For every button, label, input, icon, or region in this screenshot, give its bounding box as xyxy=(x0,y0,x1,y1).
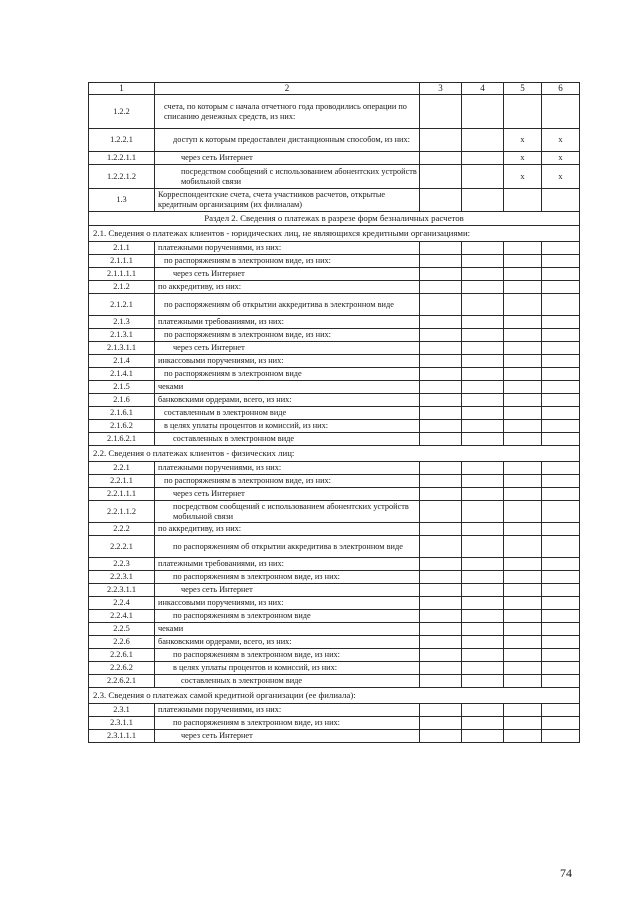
value-col-3 xyxy=(420,636,462,649)
value-col-3 xyxy=(420,407,462,420)
value-col-3 xyxy=(420,623,462,636)
value-col-4 xyxy=(462,129,504,152)
row-description: по распоряжениям в электронном виде xyxy=(155,610,420,623)
row-code: 2.2.3 xyxy=(89,558,155,571)
column-number: 2 xyxy=(155,83,420,95)
row-code: 1.2.2 xyxy=(89,95,155,129)
value-col-6 xyxy=(542,342,580,355)
row-description: по распоряжениям об открытии аккредитива в электронном виде xyxy=(155,536,420,558)
row-code: 2.2.3.1.1 xyxy=(89,584,155,597)
value-col-5 xyxy=(504,675,542,688)
row-description: по распоряжениям в электронном виде, из них: xyxy=(155,717,420,730)
row-code: 2.2.2.1 xyxy=(89,536,155,558)
row-description: по аккредитиву, из них: xyxy=(155,523,420,536)
value-col-3 xyxy=(420,610,462,623)
row-description: через сеть Интернет xyxy=(155,488,420,501)
value-col-4 xyxy=(462,152,504,165)
row-code: 2.1.1.1 xyxy=(89,255,155,268)
row-code: 2.2.4.1 xyxy=(89,610,155,623)
value-col-4 xyxy=(462,381,504,394)
row-description: через сеть Интернет xyxy=(155,268,420,281)
value-col-5 xyxy=(504,281,542,294)
row-description: через сеть Интернет xyxy=(155,342,420,355)
table-row xyxy=(89,610,580,623)
table-row xyxy=(89,368,580,381)
value-col-4 xyxy=(462,610,504,623)
value-col-5 xyxy=(504,584,542,597)
value-col-4 xyxy=(462,242,504,255)
row-description: банковскими ордерами, всего, из них: xyxy=(155,394,420,407)
page-number: 74 xyxy=(560,866,572,880)
table-row xyxy=(89,342,580,355)
table-row xyxy=(89,355,580,368)
value-col-5 xyxy=(504,475,542,488)
table-row xyxy=(89,95,580,129)
row-code: 2.1.4.1 xyxy=(89,368,155,381)
value-col-5 xyxy=(504,329,542,342)
row-code: 1.2.2.1.1 xyxy=(89,152,155,165)
value-col-5 xyxy=(504,355,542,368)
value-col-6: x xyxy=(542,129,580,152)
value-col-3 xyxy=(420,584,462,597)
table-row xyxy=(89,475,580,488)
row-description: по распоряжениям в электронном виде xyxy=(155,368,420,381)
value-col-3 xyxy=(420,597,462,610)
row-description: по распоряжениям в электронном виде, из них: xyxy=(155,649,420,662)
value-col-6 xyxy=(542,536,580,558)
table-row xyxy=(89,165,580,189)
value-col-3 xyxy=(420,475,462,488)
value-col-4 xyxy=(462,623,504,636)
value-col-3 xyxy=(420,717,462,730)
row-description: в целях уплаты процентов и комиссий, из них: xyxy=(155,662,420,675)
value-col-6 xyxy=(542,584,580,597)
subsection-row xyxy=(89,446,580,462)
value-col-6 xyxy=(542,523,580,536)
table-row xyxy=(89,501,580,523)
row-code: 2.1.6 xyxy=(89,394,155,407)
value-col-5 xyxy=(504,189,542,212)
report-table xyxy=(88,82,580,743)
value-col-4 xyxy=(462,281,504,294)
value-col-6 xyxy=(542,368,580,381)
table-row xyxy=(89,189,580,212)
value-col-3 xyxy=(420,152,462,165)
table-row xyxy=(89,381,580,394)
value-col-6 xyxy=(542,255,580,268)
value-col-6 xyxy=(542,730,580,743)
value-col-5 xyxy=(504,242,542,255)
value-col-5 xyxy=(504,610,542,623)
value-col-4 xyxy=(462,165,504,189)
table-row xyxy=(89,623,580,636)
value-col-4 xyxy=(462,636,504,649)
value-col-4 xyxy=(462,523,504,536)
value-col-6 xyxy=(542,407,580,420)
value-col-3 xyxy=(420,523,462,536)
value-col-5 xyxy=(504,381,542,394)
value-col-4 xyxy=(462,649,504,662)
row-code: 2.3.1.1 xyxy=(89,717,155,730)
value-col-3 xyxy=(420,316,462,329)
value-col-4 xyxy=(462,558,504,571)
value-col-5 xyxy=(504,501,542,523)
subsection-title: 2.2. Сведения о платежах клиентов - физических лиц: xyxy=(89,446,580,462)
value-col-4 xyxy=(462,355,504,368)
value-col-3 xyxy=(420,394,462,407)
value-col-4 xyxy=(462,597,504,610)
table-row xyxy=(89,675,580,688)
table-row xyxy=(89,488,580,501)
row-description: составленных в электронном виде xyxy=(155,433,420,446)
value-col-3 xyxy=(420,189,462,212)
value-col-3 xyxy=(420,268,462,281)
value-col-5 xyxy=(504,536,542,558)
value-col-4 xyxy=(462,420,504,433)
value-col-3 xyxy=(420,368,462,381)
column-number-row xyxy=(89,83,580,95)
value-col-4 xyxy=(462,662,504,675)
value-col-5 xyxy=(504,420,542,433)
value-col-5 xyxy=(504,488,542,501)
column-number: 1 xyxy=(89,83,155,95)
value-col-4 xyxy=(462,294,504,316)
row-description: чеками xyxy=(155,623,420,636)
table-row xyxy=(89,584,580,597)
column-number: 5 xyxy=(504,83,542,95)
row-code: 2.1.5 xyxy=(89,381,155,394)
row-description: посредством сообщений с использованием абонентских устройств мобильной связи xyxy=(155,165,420,189)
value-col-3 xyxy=(420,242,462,255)
row-description: составленных в электронном виде xyxy=(155,675,420,688)
value-col-4 xyxy=(462,255,504,268)
value-col-4 xyxy=(462,501,504,523)
table-row xyxy=(89,420,580,433)
row-code: 2.1.3.1.1 xyxy=(89,342,155,355)
value-col-5: x xyxy=(504,152,542,165)
value-col-6 xyxy=(542,675,580,688)
value-col-5 xyxy=(504,662,542,675)
table-row xyxy=(89,523,580,536)
row-description: через сеть Интернет xyxy=(155,152,420,165)
row-code: 2.3.1.1.1 xyxy=(89,730,155,743)
value-col-6 xyxy=(542,462,580,475)
value-col-6: x xyxy=(542,165,580,189)
value-col-5 xyxy=(504,649,542,662)
value-col-3 xyxy=(420,294,462,316)
value-col-4 xyxy=(462,368,504,381)
value-col-4 xyxy=(462,329,504,342)
value-col-6 xyxy=(542,558,580,571)
value-col-4 xyxy=(462,475,504,488)
value-col-3 xyxy=(420,730,462,743)
value-col-5 xyxy=(504,268,542,281)
table-row xyxy=(89,255,580,268)
row-code: 2.2.1.1 xyxy=(89,475,155,488)
value-col-5 xyxy=(504,636,542,649)
column-number: 6 xyxy=(542,83,580,95)
value-col-4 xyxy=(462,717,504,730)
value-col-3 xyxy=(420,342,462,355)
value-col-5 xyxy=(504,704,542,717)
value-col-3 xyxy=(420,488,462,501)
row-code: 2.2.5 xyxy=(89,623,155,636)
document-page xyxy=(88,82,579,743)
value-col-4 xyxy=(462,584,504,597)
row-description: составленным в электронном виде xyxy=(155,407,420,420)
column-number: 4 xyxy=(462,83,504,95)
row-description: по распоряжениям в электронном виде, из них: xyxy=(155,475,420,488)
row-description: платежными требованиями, из них: xyxy=(155,558,420,571)
row-description: платежными поручениями, из них: xyxy=(155,242,420,255)
value-col-6 xyxy=(542,704,580,717)
row-code: 1.2.2.1 xyxy=(89,129,155,152)
subsection-title: 2.3. Сведения о платежах самой кредитной организации (ее филиала): xyxy=(89,688,580,704)
row-description: платежными поручениями, из них: xyxy=(155,462,420,475)
value-col-4 xyxy=(462,394,504,407)
table-row xyxy=(89,329,580,342)
value-col-3 xyxy=(420,558,462,571)
value-col-6 xyxy=(542,355,580,368)
value-col-4 xyxy=(462,95,504,129)
subsection-title: 2.1. Сведения о платежах клиентов - юридических лиц, не являющихся кредитными организациями: xyxy=(89,226,580,242)
row-code: 2.1.4 xyxy=(89,355,155,368)
value-col-5 xyxy=(504,255,542,268)
value-col-3 xyxy=(420,129,462,152)
value-col-6 xyxy=(542,420,580,433)
value-col-6 xyxy=(542,316,580,329)
row-code: 2.2.6.2.1 xyxy=(89,675,155,688)
row-code: 2.2.1 xyxy=(89,462,155,475)
value-col-3 xyxy=(420,536,462,558)
table-row xyxy=(89,407,580,420)
value-col-5 xyxy=(504,294,542,316)
value-col-3 xyxy=(420,704,462,717)
row-description: по аккредитиву, из них: xyxy=(155,281,420,294)
value-col-6 xyxy=(542,649,580,662)
value-col-3 xyxy=(420,95,462,129)
table-row xyxy=(89,662,580,675)
value-col-6 xyxy=(542,189,580,212)
row-description: в целях уплаты процентов и комиссий, из них: xyxy=(155,420,420,433)
value-col-5 xyxy=(504,571,542,584)
row-description: посредством сообщений с использованием абонентских устройств мобильной связи xyxy=(155,501,420,523)
row-description: чеками xyxy=(155,381,420,394)
value-col-5: x xyxy=(504,165,542,189)
value-col-6 xyxy=(542,636,580,649)
row-code: 2.2.1.1.2 xyxy=(89,501,155,523)
row-code: 2.1.3 xyxy=(89,316,155,329)
row-code: 2.3.1 xyxy=(89,704,155,717)
table-row xyxy=(89,242,580,255)
value-col-6 xyxy=(542,717,580,730)
value-col-4 xyxy=(462,488,504,501)
row-description: доступ к которым предоставлен дистанционным способом, из них: xyxy=(155,129,420,152)
value-col-6 xyxy=(542,475,580,488)
table-row xyxy=(89,536,580,558)
value-col-5 xyxy=(504,407,542,420)
value-col-3 xyxy=(420,571,462,584)
value-col-6 xyxy=(542,433,580,446)
value-col-4 xyxy=(462,268,504,281)
row-code: 2.1.6.2.1 xyxy=(89,433,155,446)
value-col-6 xyxy=(542,610,580,623)
table-row xyxy=(89,152,580,165)
value-col-4 xyxy=(462,571,504,584)
value-col-3 xyxy=(420,420,462,433)
value-col-5 xyxy=(504,623,542,636)
row-code: 1.3 xyxy=(89,189,155,212)
row-description: платежными поручениями, из них: xyxy=(155,704,420,717)
table-row xyxy=(89,717,580,730)
value-col-3 xyxy=(420,355,462,368)
table-row xyxy=(89,730,580,743)
value-col-6 xyxy=(542,394,580,407)
value-col-3 xyxy=(420,329,462,342)
section-row xyxy=(89,212,580,226)
value-col-4 xyxy=(462,316,504,329)
value-col-6 xyxy=(542,242,580,255)
value-col-6 xyxy=(542,623,580,636)
value-col-3 xyxy=(420,433,462,446)
subsection-row xyxy=(89,688,580,704)
row-description: платежными требованиями, из них: xyxy=(155,316,420,329)
value-col-6: x xyxy=(542,152,580,165)
table-row xyxy=(89,268,580,281)
value-col-4 xyxy=(462,189,504,212)
value-col-5 xyxy=(504,597,542,610)
value-col-5 xyxy=(504,433,542,446)
row-description: счета, по которым с начала отчетного года проводились операции по списанию денежных средств, из них: xyxy=(155,95,420,129)
row-code: 2.1.6.2 xyxy=(89,420,155,433)
table-row xyxy=(89,281,580,294)
row-code: 2.2.6.1 xyxy=(89,649,155,662)
row-description: по распоряжениям в электронном виде, из них: xyxy=(155,255,420,268)
row-description: Корреспондентские счета, счета участников расчетов, открытые кредитным организациям (их филиалам) xyxy=(155,189,420,212)
value-col-4 xyxy=(462,342,504,355)
value-col-3 xyxy=(420,501,462,523)
report-table-body xyxy=(89,83,580,743)
row-code: 2.2.3.1 xyxy=(89,571,155,584)
row-code: 2.2.6.2 xyxy=(89,662,155,675)
table-row xyxy=(89,704,580,717)
value-col-6 xyxy=(542,662,580,675)
row-code: 2.2.6 xyxy=(89,636,155,649)
value-col-3 xyxy=(420,462,462,475)
value-col-5 xyxy=(504,523,542,536)
value-col-4 xyxy=(462,675,504,688)
value-col-4 xyxy=(462,462,504,475)
table-row xyxy=(89,636,580,649)
value-col-4 xyxy=(462,730,504,743)
row-code: 2.1.1.1.1 xyxy=(89,268,155,281)
value-col-5: x xyxy=(504,129,542,152)
value-col-3 xyxy=(420,281,462,294)
value-col-5 xyxy=(504,730,542,743)
row-code: 2.2.4 xyxy=(89,597,155,610)
value-col-6 xyxy=(542,95,580,129)
value-col-4 xyxy=(462,704,504,717)
value-col-3 xyxy=(420,675,462,688)
table-row xyxy=(89,433,580,446)
value-col-3 xyxy=(420,649,462,662)
value-col-5 xyxy=(504,717,542,730)
row-description: по распоряжениям в электронном виде, из них: xyxy=(155,329,420,342)
table-row xyxy=(89,294,580,316)
value-col-6 xyxy=(542,501,580,523)
row-code: 2.1.2 xyxy=(89,281,155,294)
table-row xyxy=(89,394,580,407)
row-description: через сеть Интернет xyxy=(155,584,420,597)
value-col-4 xyxy=(462,433,504,446)
value-col-6 xyxy=(542,381,580,394)
value-col-6 xyxy=(542,488,580,501)
value-col-3 xyxy=(420,255,462,268)
table-row xyxy=(89,316,580,329)
row-description: по распоряжениям об открытии аккредитива в электронном виде xyxy=(155,294,420,316)
value-col-6 xyxy=(542,294,580,316)
row-description: банковскими ордерами, всего, из них: xyxy=(155,636,420,649)
table-row xyxy=(89,597,580,610)
subsection-row xyxy=(89,226,580,242)
table-row xyxy=(89,462,580,475)
value-col-5 xyxy=(504,95,542,129)
value-col-4 xyxy=(462,407,504,420)
value-col-5 xyxy=(504,342,542,355)
value-col-6 xyxy=(542,281,580,294)
row-code: 2.1.1 xyxy=(89,242,155,255)
value-col-4 xyxy=(462,536,504,558)
row-code: 2.1.6.1 xyxy=(89,407,155,420)
table-row xyxy=(89,571,580,584)
row-description: инкассовыми поручениями, из них: xyxy=(155,355,420,368)
row-code: 2.1.3.1 xyxy=(89,329,155,342)
section-title: Раздел 2. Сведения о платежах в разрезе форм безналичных расчетов xyxy=(89,212,580,226)
row-code: 1.2.2.1.2 xyxy=(89,165,155,189)
row-description: по распоряжениям в электронном виде, из них: xyxy=(155,571,420,584)
value-col-6 xyxy=(542,571,580,584)
value-col-5 xyxy=(504,368,542,381)
table-row xyxy=(89,558,580,571)
value-col-6 xyxy=(542,597,580,610)
value-col-3 xyxy=(420,165,462,189)
column-number: 3 xyxy=(420,83,462,95)
value-col-5 xyxy=(504,462,542,475)
value-col-3 xyxy=(420,662,462,675)
value-col-5 xyxy=(504,316,542,329)
row-code: 2.2.1.1.1 xyxy=(89,488,155,501)
value-col-3 xyxy=(420,381,462,394)
table-row xyxy=(89,649,580,662)
value-col-6 xyxy=(542,329,580,342)
row-code: 2.2.2 xyxy=(89,523,155,536)
value-col-5 xyxy=(504,394,542,407)
row-description: через сеть Интернет xyxy=(155,730,420,743)
table-row xyxy=(89,129,580,152)
row-code: 2.1.2.1 xyxy=(89,294,155,316)
row-description: инкассовыми поручениями, из них: xyxy=(155,597,420,610)
value-col-5 xyxy=(504,558,542,571)
value-col-6 xyxy=(542,268,580,281)
